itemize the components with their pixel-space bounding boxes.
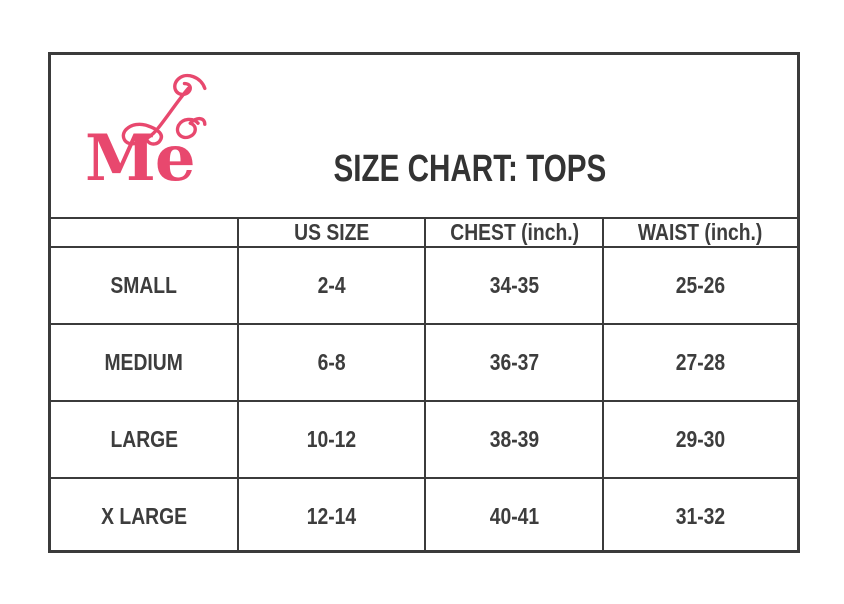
size-table [51, 219, 797, 553]
table-row-large [51, 401, 797, 478]
chest-cell: 34-35 [425, 247, 603, 324]
us-size-cell: 2-4 [238, 247, 426, 324]
brand-wordmark: Me [85, 121, 195, 196]
table-row-small [51, 247, 797, 324]
us-size-cell: 10-12 [238, 401, 426, 478]
row-label-cell: X LARGE [51, 478, 238, 553]
table-row-medium [51, 324, 797, 401]
brand-logo [81, 65, 251, 215]
header-cell-chest: CHEST (inch.) [425, 219, 603, 247]
header-cell-us-size: US SIZE [238, 219, 426, 247]
waist-cell: 25-26 [603, 247, 797, 324]
header-cell-empty [51, 219, 238, 247]
row-label-cell: SMALL [51, 247, 238, 324]
row-label-cell: MEDIUM [51, 324, 238, 401]
page-title [51, 148, 797, 191]
waist-cell: 27-28 [603, 324, 797, 401]
waist-cell: 31-32 [603, 478, 797, 553]
header-cell-waist: WAIST (inch.) [603, 219, 797, 247]
table-header-row [51, 219, 797, 247]
chest-cell: 38-39 [425, 401, 603, 478]
size-chart-card [48, 52, 800, 553]
waist-cell: 29-30 [603, 401, 797, 478]
us-size-cell: 12-14 [238, 478, 426, 553]
header-section [51, 55, 797, 219]
chest-cell: 36-37 [425, 324, 603, 401]
page-title-text: SIZE CHART: TOPS [333, 148, 607, 190]
chest-cell: 40-41 [425, 478, 603, 553]
table-row-xlarge [51, 478, 797, 553]
us-size-cell: 6-8 [238, 324, 426, 401]
row-label-cell: LARGE [51, 401, 238, 478]
